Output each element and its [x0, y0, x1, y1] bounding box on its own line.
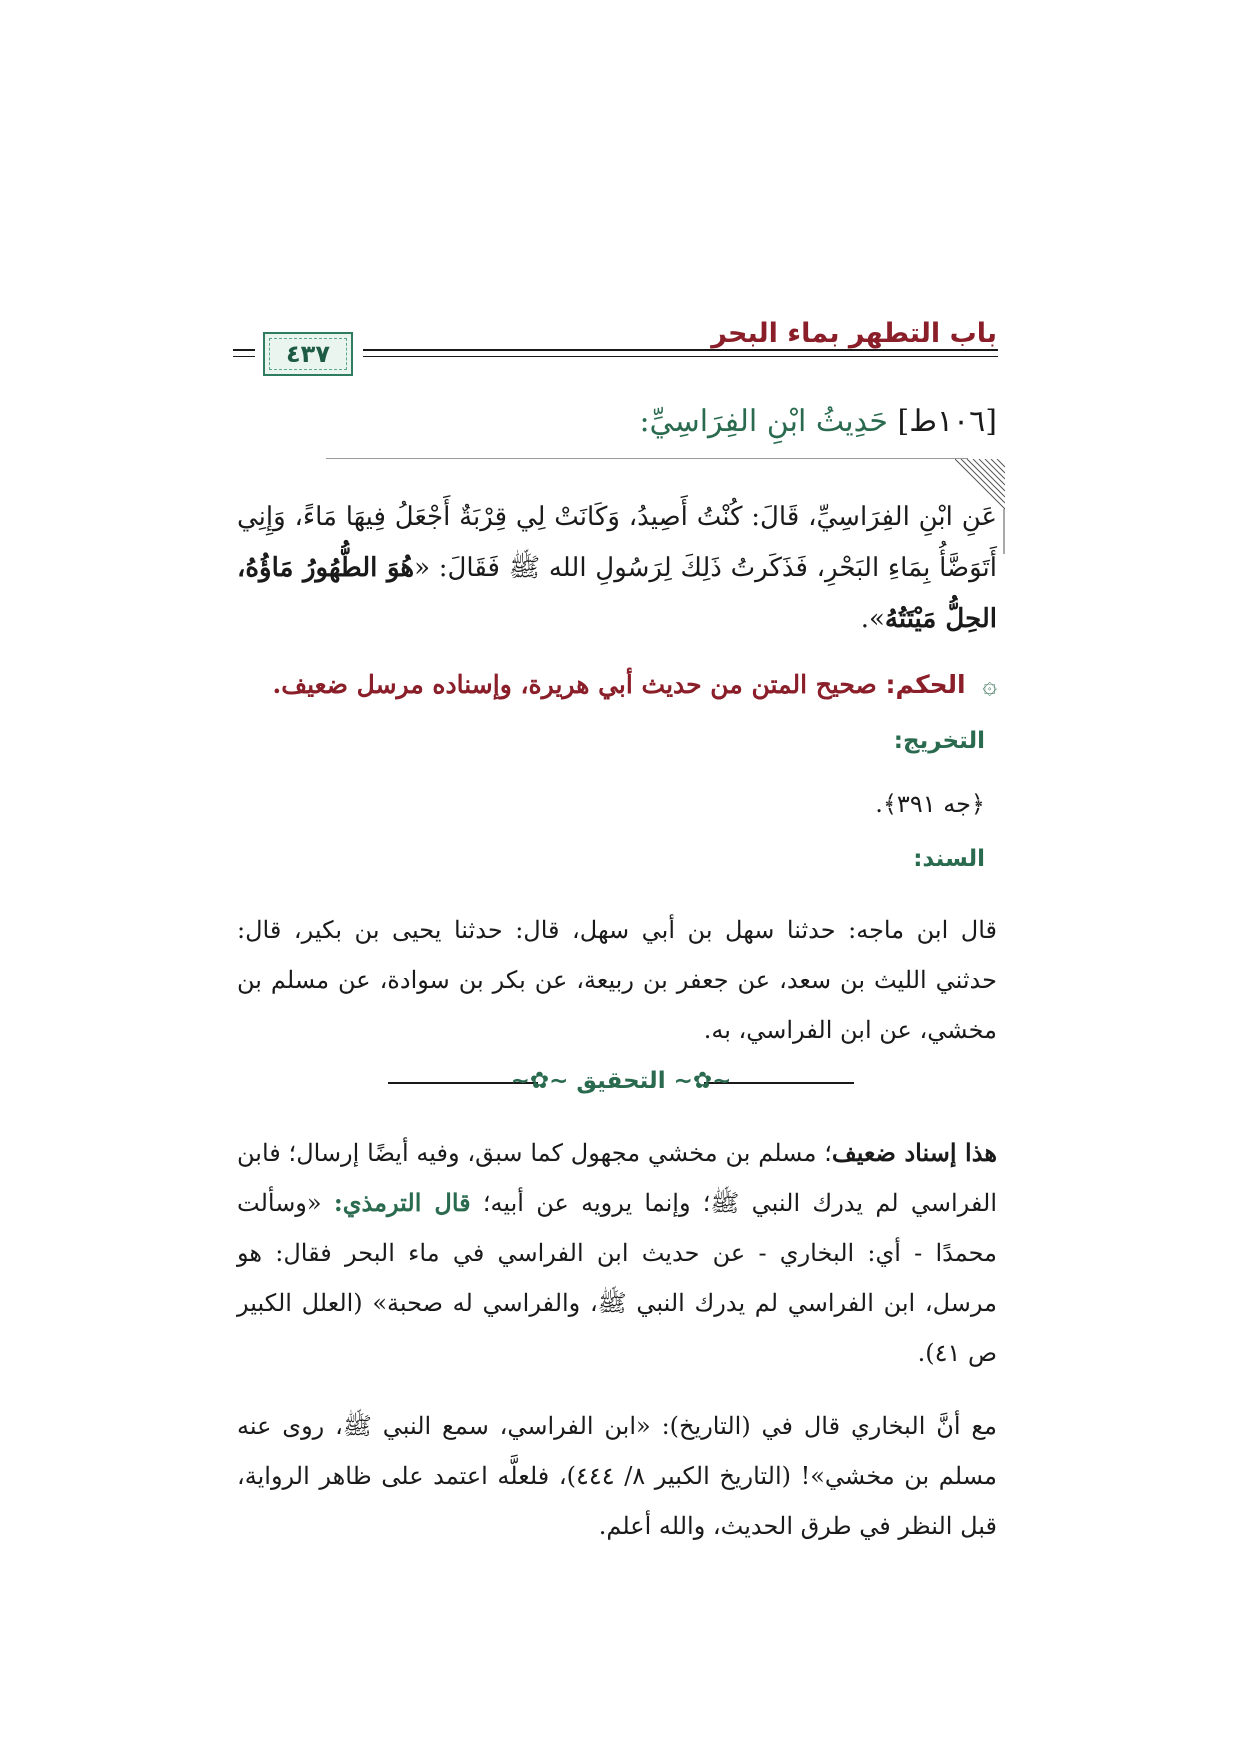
tirmidhi-label: قال الترمذي:	[333, 1188, 471, 1217]
tahqiq-verdict: هذا إسناد ضعيف	[831, 1138, 997, 1167]
hadith-prophetic-saying: هُوَ الطُّهُورُ مَاؤُهُ، الحِلُّ مَيْتَتُهُ	[237, 553, 997, 634]
tahqiq-heading	[388, 1068, 854, 1094]
tahqiq-paragraph-1	[237, 1128, 997, 1378]
ruling-label: الحكم:	[885, 670, 966, 699]
hadith-heading	[639, 404, 997, 439]
header-rule-left	[233, 349, 255, 351]
sanad-text: قال ابن ماجه: حدثنا سهل بن أبي سهل، قال: حدثنا يحيى بن بكير، قال: حدثني الليث بن سعد، عن جعفر بن ربيعة، عن بكر بن سوادة، عن مسلم بن مخشي، عن ابن الفراسي، به.	[237, 916, 997, 1044]
hadith-number: [١٠٦ط]	[897, 404, 997, 439]
hadith-text-part2: ».	[860, 604, 885, 634]
header-rule-right	[363, 349, 998, 351]
divider-flourish-icon: ~✿~	[510, 1068, 569, 1094]
divider-flourish-icon: ~✿~	[665, 1068, 732, 1094]
tahqiq-text-a: ؛ مسلم بن مخشي مجهول كما سبق، وفيه أيضًا إرسال؛ فابن الفراسي لم يدرك النبي ﷺ؛ وإنما يرويه عن أبيه؛	[237, 1139, 998, 1217]
chapter-title: باب التطهر بماء البحر	[711, 318, 997, 349]
page-number: ٤٣٧	[286, 340, 330, 368]
flower-ornament-icon: ۞	[982, 670, 997, 699]
heading-rule	[326, 458, 968, 459]
header-rule-left-lower	[233, 356, 255, 357]
tahqiq-divider	[388, 1068, 854, 1098]
hadith-title: حَدِيثُ ابْنِ الفِرَاسِيِّ:	[639, 404, 888, 439]
takhrij-label: التخريج:	[893, 728, 985, 754]
ruling	[273, 670, 997, 699]
tahqiq-label: التحقيق	[576, 1068, 666, 1094]
takhrij-ref: ﴿جه ٣٩١﴾.	[875, 790, 985, 818]
sanad-label: السند:	[913, 846, 985, 872]
tahqiq-paragraph-2: مع أنَّ البخاري قال في (التاريخ): «ابن الفراسي، سمع النبي ﷺ، روى عنه مسلم بن مخشي»! (التاريخ الكبير ٨/ ٤٤٤)، فلعلَّه اعتمد على ظاهر الرواية، قبل النظر في طرق الحديث، والله أعلم.	[237, 1412, 997, 1540]
hadith-text-part1: عَنِ ابْنِ الفِرَاسِيِّ، قَالَ: كُنْتُ أَصِيدُ، وَكَانَتْ لِي قِرْبَةٌ أَجْعَلُ فِيهَا مَاءً، وَإِنِي أَتَوَضَّأُ بِمَاءِ البَحْرِ، فَذَكَرتُ ذَلِكَ لِرَسُولِ الله ﷺ فَقَالَ: «	[237, 502, 997, 583]
tahqiq-text-b: «وسألت محمدًا - أي: البخاري - عن حديث ابن الفراسي في ماء البحر فقال: هو مرسل، ابن الفراسي لم يدرك النبي ﷺ، والفراسي له صحبة» (العلل الكبير ص ٤١).	[237, 1189, 997, 1367]
ruling-text: صحيح المتن من حديث أبي هريرة، وإسناده مرسل ضعيف.	[272, 670, 877, 699]
hadith-text	[237, 492, 997, 645]
page-number-frame	[263, 332, 353, 376]
header-rule-right-lower	[363, 356, 998, 357]
